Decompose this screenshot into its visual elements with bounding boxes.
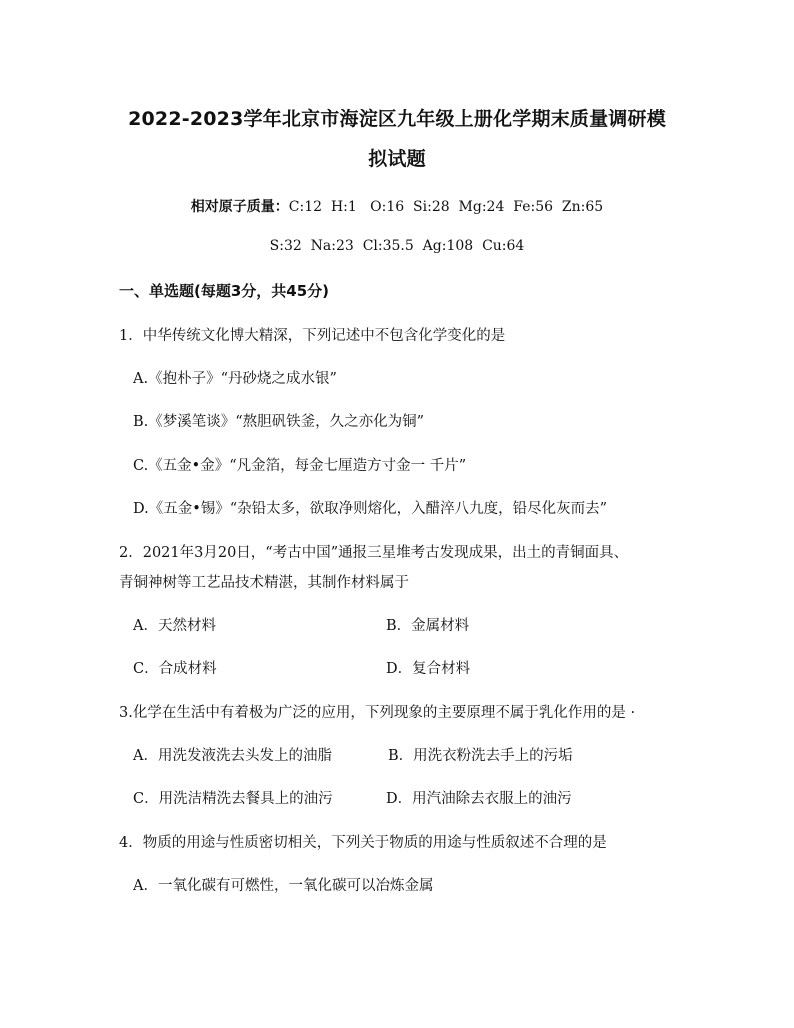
question-3-stem: 3.化学在生活中有着极为广泛的应用，下列现象的主要原理不属于乳化作用的是 ·: [119, 705, 636, 721]
question-1-option-c: C.《五金•金》“凡金箔，每金七厘造方寸金一 千片”: [133, 458, 467, 474]
question-2-stem-line-2: 青铜神树等工艺品技术精湛，其制作材料属于: [119, 575, 409, 591]
atomic-mass-label: 相对原子质量：: [190, 199, 289, 215]
question-2-option-b: B．金属材料: [386, 618, 470, 634]
exam-title-line-1: 2022-2023学年北京市海淀区九年级上册化学期末质量调研模: [128, 108, 666, 130]
question-2-stem-line-1: 2．2021年3月20日，“考古中国”通报三星堆考古发现成果，出土的青铜面具、: [119, 545, 629, 561]
question-4-stem: 4．物质的用途与性质密切相关，下列关于物质的用途与性质叙述不合理的是: [119, 835, 607, 851]
atomic-mass-values-1: C:12 H:1 O:16 Si:28 Mg:24 Fe:56 Zn:65: [288, 199, 604, 215]
atomic-mass-row-2: S:32 Na:23 Cl:35.5 Ag:108 Cu:64: [269, 238, 525, 254]
question-4-option-a: A．一氧化碳有可燃性，一氧化碳可以冶炼金属: [133, 878, 434, 894]
question-1-option-d: D.《五金•锡》“杂铅太多，欲取净则熔化，入醋淬八九度，铅尽化灰而去”: [133, 501, 608, 517]
section-title: 一、单选题(每题3分，共45分): [119, 282, 330, 300]
question-3-option-c: C．用洗洁精洗去餐具上的油污: [133, 791, 333, 807]
question-1-option-b: B.《梦溪笔谈》“熬胆矾铁釜，久之亦化为铜”: [133, 414, 425, 430]
atomic-mass-row-1: [0, 196, 794, 216]
question-3-option-d: D．用汽油除去衣服上的油污: [386, 791, 572, 807]
question-2-option-c: C．合成材料: [133, 661, 217, 677]
question-3-option-b: B．用洗衣粉洗去手上的污垢: [388, 748, 573, 764]
question-1-option-a: A.《抱朴子》“丹砂烧之成水银”: [133, 371, 337, 387]
question-2-option-a: A．天然材料: [133, 618, 216, 634]
exam-title-line-2: 拟试题: [368, 148, 426, 170]
question-2-option-d: D．复合材料: [386, 661, 471, 677]
question-3-option-a: A．用洗发液洗去头发上的油脂: [133, 748, 332, 764]
question-1-stem: 1．中华传统文化博大精深，下列记述中不包含化学变化的是: [119, 328, 506, 344]
